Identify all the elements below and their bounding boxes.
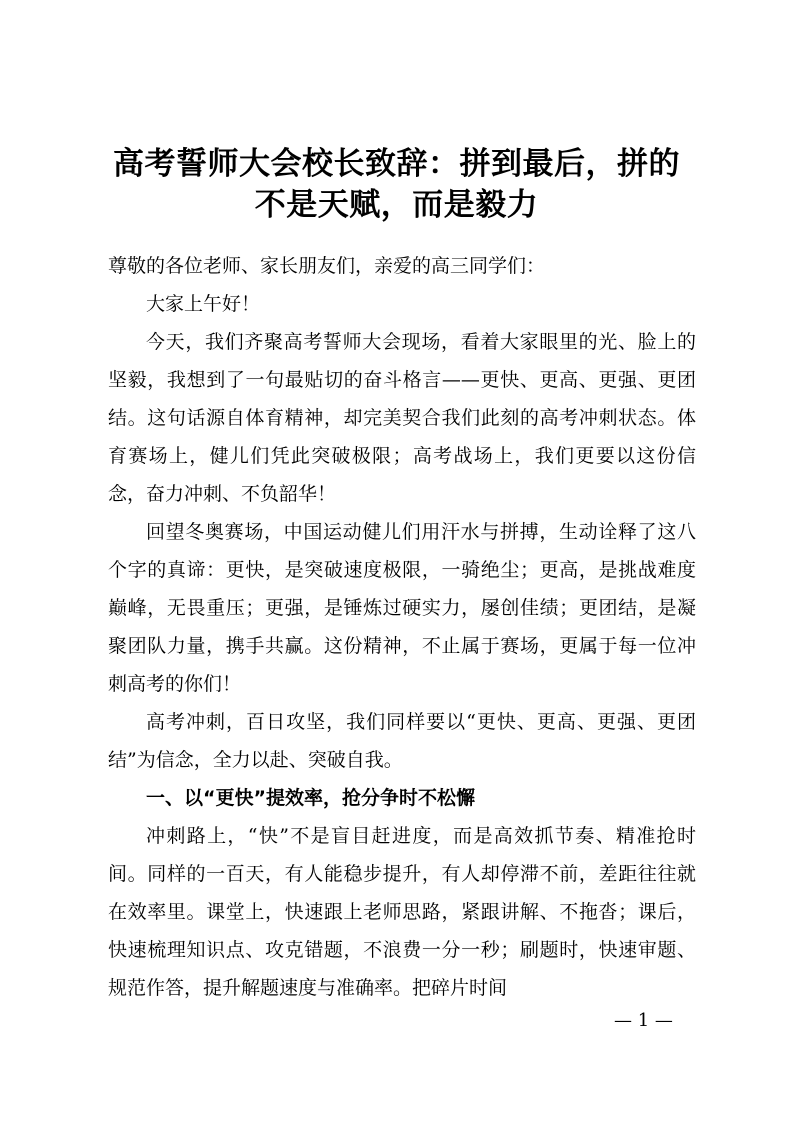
document-title-line-1: 高考誓师大会校长致辞：拼到最后，拼的 bbox=[113, 146, 680, 182]
section-heading: 一、以“更快”提效率，抢分争时不松懈 bbox=[146, 787, 475, 809]
paragraph-winter-olympics: 回望冬奥赛场，中国运动健儿们用汗水与拼搏，生动诠释了这八个字的真谛：更快，是突破速度极限，一骑绝尘；更高，是挑战难度巅峰，无畏重压；更强，是锤炼过硬实力，屡创佳绩；更团结，是凝聚团队力量，携手共赢。这份精神，不止属于赛场，更属于每一位冲刺高考的你们！ bbox=[108, 521, 696, 695]
salutation: 尊敬的各位老师、家长朋友们，亲爱的高三同学们： bbox=[108, 255, 546, 277]
page-number: — 1 — bbox=[614, 1010, 673, 1031]
document-title-line-2: 不是天赋，而是毅力 bbox=[254, 187, 539, 223]
paragraph-intro: 今天，我们齐聚高考誓师大会现场，看着大家眼里的光、脸上的坚毅，我想到了一句最贴切的奋斗格言——更快、更高、更强、更团结。这句话源自体育精神，却完美契合我们此刻的高考冲刺状态。体育赛场上，健儿们凭此突破极限；高考战场上，我们更要以这份信念，奋力冲刺、不负韶华！ bbox=[108, 331, 696, 505]
paragraph-greeting: 大家上午好！ bbox=[146, 293, 261, 315]
paragraph-sprint: 高考冲刺，百日攻坚，我们同样要以“更快、更高、更强、更团结”为信念，全力以赴、突破自我。 bbox=[108, 711, 696, 771]
section-paragraph: 冲刺路上，“快”不是盲目赶进度，而是高效抓节奏、精准抢时间。同样的一百天，有人能稳步提升，有人却停滞不前，差距往往就在效率里。课堂上，快速跟上老师思路，紧跟讲解、不拖沓；课后，快速梳理知识点、攻克错题，不浪费一分一秒；刷题时，快速审题、规范作答，提升解题速度与准确率。把碎片时间 bbox=[108, 825, 696, 999]
document-body bbox=[108, 247, 696, 1007]
